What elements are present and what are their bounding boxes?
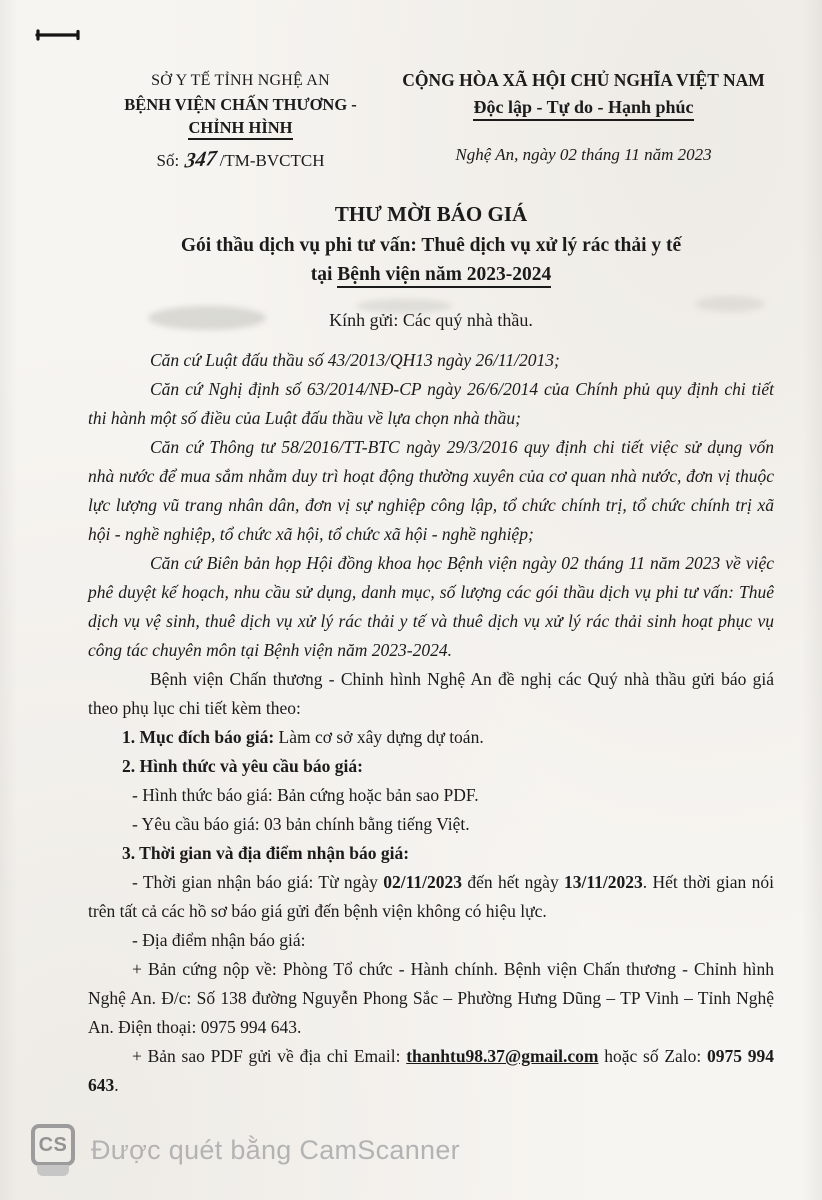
section-3-time: - Thời gian nhận báo giá: Từ ngày 02/11/2023 đến hết ngày 13/11/2023. Hết thời gian nói trên tất cả các hồ sơ báo giá gửi đến bệnh viện không có hiệu lực.: [88, 872, 774, 922]
handwritten-ref-number: 347: [183, 144, 219, 173]
issuing-org-block: [88, 70, 393, 174]
ref-suffix: /TM-BVCTCH: [219, 150, 325, 170]
watermark-text: Được quét bằng CamScanner: [91, 1134, 460, 1165]
camscanner-watermark: [30, 1124, 460, 1176]
section-3-location-label: - Địa điểm nhận báo giá:: [132, 930, 306, 951]
org-name-line2: CHỈNH HÌNH: [88, 116, 393, 139]
letter-header: [88, 70, 774, 174]
legal-basis-paragraph: Căn cứ Nghị định số 63/2014/NĐ-CP ngày 26/6/2014 của Chính phủ quy định chi tiết thi hành một số điều của Luật đấu thầu về lựa chọn nhà thầu;: [88, 379, 774, 429]
pen-mark: [34, 28, 82, 47]
document-title: THƯ MỜI BÁO GIÁ: [334, 202, 528, 227]
zalo-phone-number: 0975 994 643: [88, 1046, 774, 1096]
national-header-block: [393, 70, 774, 174]
letter-body: [88, 346, 774, 1100]
org-name-line1: BỆNH VIỆN CHẤN THƯƠNG -: [124, 94, 357, 114]
reference-number-line: [88, 145, 393, 175]
end-date: 13/11/2023: [564, 872, 643, 893]
section-1-purpose: 1. Mục đích báo giá: Làm cơ sở xây dựng dự toán.: [122, 727, 484, 748]
section-3-pdf-address: + Bản sao PDF gửi về địa chỉ Email: thanhtu98.37@gmail.com hoặc số Zalo: 0975 994 643.: [88, 1046, 774, 1096]
section-2-requirement: - Yêu cầu báo giá: 03 bản chính bằng tiếng Việt.: [132, 814, 470, 835]
legal-basis-paragraph: Căn cứ Thông tư 58/2016/TT-BTC ngày 29/3/2016 quy định chi tiết việc sử dụng vốn nhà nước để mua sắm nhằm duy trì hoạt động thường xuyên của cơ quan nhà nước, đơn vị thuộc lực lượng vũ trang nhân dân, đơn vị sự nghiệp công lập, tổ chức chính trị, tổ chức chính trị xã hội - nghề nghiệp, tổ chức xã hội, tổ chức xã hội - nghề nghiệp;: [88, 437, 774, 545]
parent-org-name: SỞ Y TẾ TỈNH NGHỆ AN: [151, 72, 330, 89]
document-body: [88, 70, 774, 1100]
section-2-heading: 2. Hình thức và yêu cầu báo giá:: [122, 756, 363, 777]
camscanner-logo-icon: CS: [30, 1124, 76, 1176]
legal-basis-paragraph: Căn cứ Biên bản họp Hội đồng khoa học Bệnh viện ngày 02 tháng 11 năm 2023 về việc phê duyệt kế hoạch, nhu cầu sử dụng, danh mục, số lượng các gói thầu dịch vụ phi tư vấn: Thuê dịch vụ vệ sinh, thuê dịch vụ xử lý rác thải y tế và thuê dịch vụ xử lý rác thải sinh hoạt phục vụ công tác chuyên môn tại Bệnh viện năm 2023-2024.: [88, 553, 774, 661]
contact-email: thanhtu98.37@gmail.com: [406, 1046, 599, 1067]
section-2-format: - Hình thức báo giá: Bản cứng hoặc bản sao PDF.: [132, 785, 479, 806]
place-and-date: Nghệ An, ngày 02 tháng 11 năm 2023: [455, 145, 712, 164]
national-motto-line1: CỘNG HÒA XÃ HỘI CHỦ NGHĨA VIỆT NAM: [402, 70, 765, 90]
legal-basis-paragraph: Căn cứ Luật đấu thầu số 43/2013/QH13 ngày 26/11/2013;: [150, 350, 560, 371]
camscanner-logo-tab: [37, 1165, 69, 1176]
section-3-heading: 3. Thời gian và địa điểm nhận báo giá:: [122, 843, 410, 864]
intro-paragraph: Bệnh viện Chấn thương - Chỉnh hình Nghệ An đề nghị các Quý nhà thầu gửi báo giá theo phụ lục chi tiết kèm theo:: [88, 669, 774, 719]
ref-label: Số:: [156, 150, 180, 170]
salutation: Kính gửi: Các quý nhà thầu.: [329, 310, 533, 331]
title-block: [88, 199, 774, 289]
section-3-hardcopy-address: + Bản cứng nộp về: Phòng Tổ chức - Hành chính. Bệnh viện Chấn thương - Chỉnh hình Nghệ An. Đ/c: Số 138 đường Nguyễn Phong Sắc – Phường Hưng Dũng – TP Vinh – Tỉnh Nghệ An. Điện thoại: 0975 994 643.: [88, 959, 774, 1038]
document-subtitle-line2: tại Bệnh viện năm 2023-2024: [88, 260, 774, 289]
start-date: 02/11/2023: [383, 872, 463, 893]
national-motto-line2: Độc lập - Tự do - Hạnh phúc: [393, 97, 774, 118]
document-subtitle-line1: Gói thầu dịch vụ phi tư vấn: Thuê dịch vụ xử lý rác thải y tế: [180, 234, 682, 256]
